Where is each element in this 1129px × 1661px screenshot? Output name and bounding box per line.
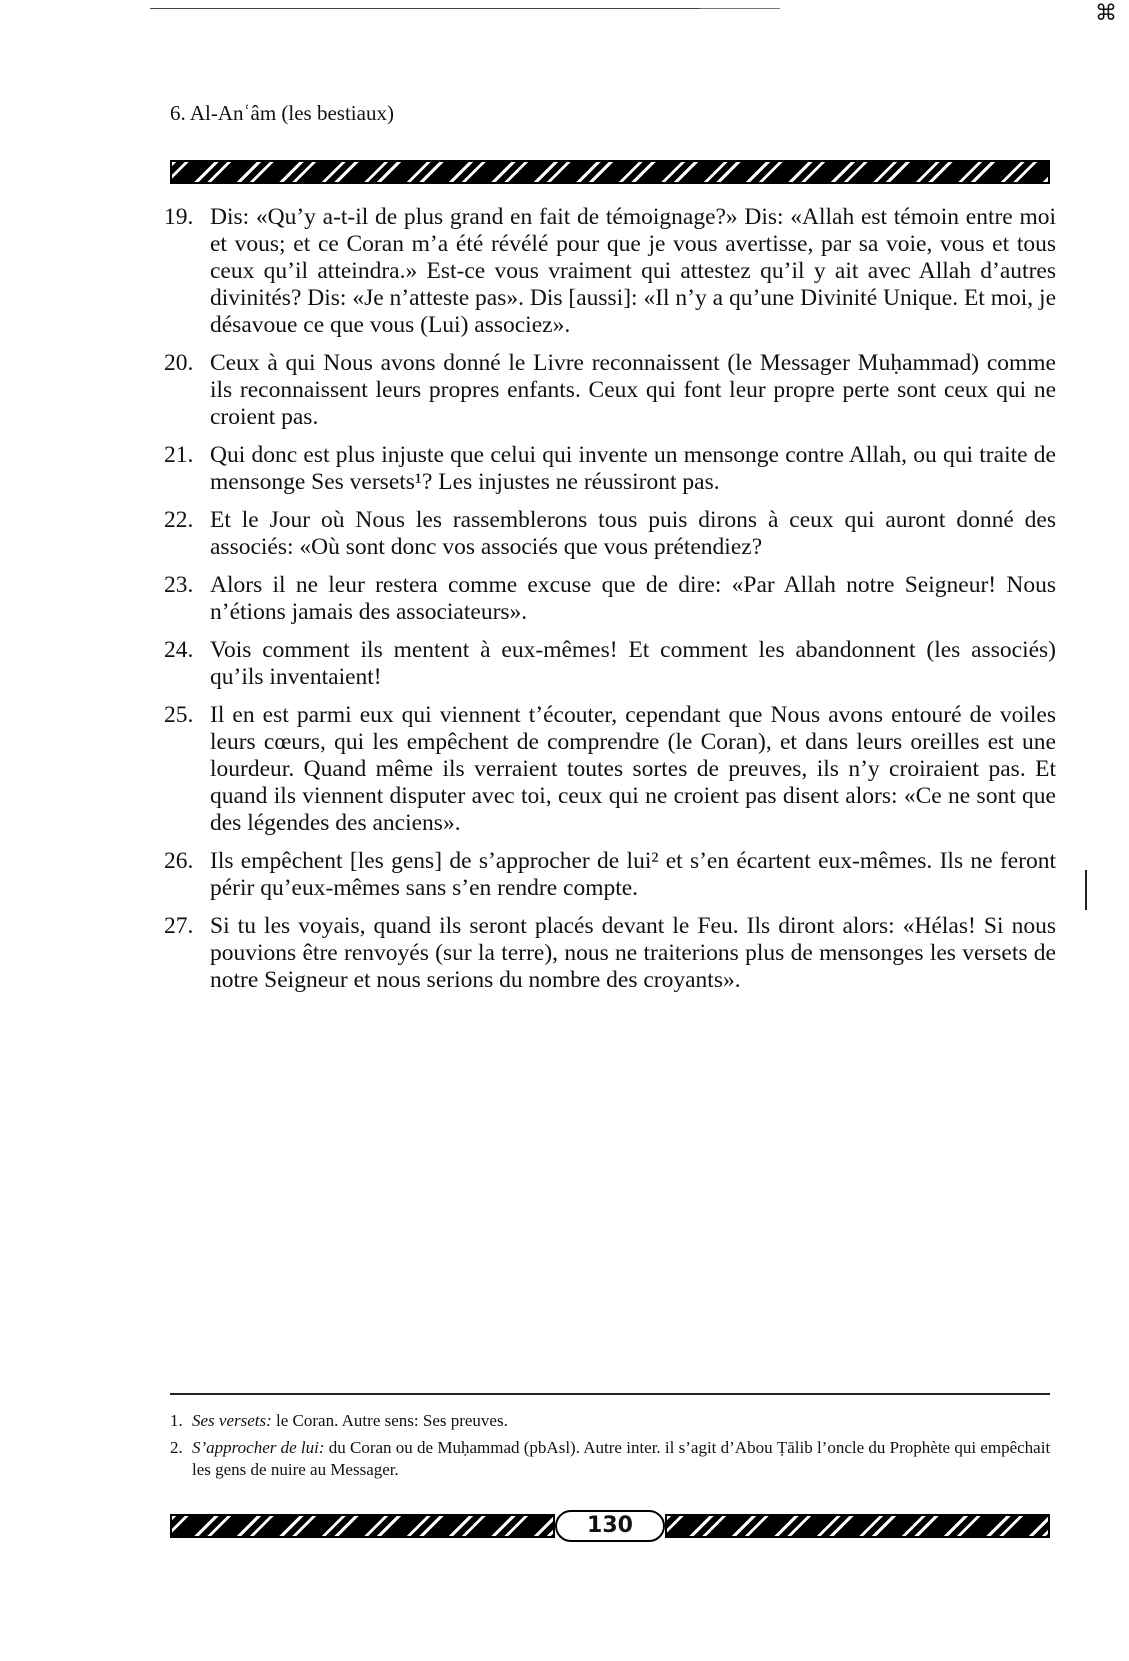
verse-text: Ils empêchent [les gens] de s’approcher de lui² et s’en écartent eux-mêmes. Ils ne feront périr qu’eux-mêmes sans s’en rendre compte. — [210, 848, 1056, 901]
footer-ornament-left — [170, 1514, 555, 1538]
footnote-number: 1. — [170, 1411, 183, 1430]
verse-item — [164, 507, 1056, 561]
margin-mark — [1085, 870, 1090, 910]
verse-number: 21. — [164, 442, 194, 468]
verse-text: Alors il ne leur restera comme excuse que de dire: «Par Allah notre Seigneur! Nous n’étions jamais des associateurs». — [210, 572, 1056, 625]
corner-mark-icon: ⌘ — [1095, 0, 1117, 25]
footnote-list — [170, 1410, 1054, 1486]
chapter-header: 6. Al-Anʿâm (les bestiaux) — [170, 101, 394, 125]
verse-number: 24. — [164, 637, 194, 663]
verse-item — [164, 204, 1056, 339]
footnote-divider — [170, 1393, 1050, 1395]
verse-number: 22. — [164, 507, 194, 533]
verse-item — [164, 442, 1056, 496]
verse-item — [164, 637, 1056, 691]
verse-text: Qui donc est plus injuste que celui qui invente un mensonge contre Allah, ou qui traite de mensonge Ses versets¹? Les injustes ne réussiront pas. — [210, 442, 1056, 495]
verse-number: 23. — [164, 572, 194, 598]
footer-ornament — [170, 1510, 1050, 1542]
footnote-item — [170, 1410, 1054, 1432]
verse-item — [164, 913, 1056, 994]
footnote-number: 2. — [170, 1438, 183, 1457]
verse-text: Il en est parmi eux qui viennent t’écouter, cependant que Nous avons entouré de voiles leurs cœurs, qui les empêchent de comprendre (le Coran), et dans leurs oreilles est une lourdeur. Quand même ils verraient toutes sortes de preuves, ils n’y croiraient pas. Et quand ils viennent disputer avec toi, ceux qui ne croient pas disent alors: «Ce ne sont que des légendes des anciens». — [210, 702, 1056, 836]
verse-number: 19. — [164, 204, 194, 230]
header-ornament-band — [170, 160, 1050, 184]
verse-item — [164, 572, 1056, 626]
verse-list — [164, 204, 1056, 1005]
verse-item — [164, 350, 1056, 431]
verse-number: 26. — [164, 848, 194, 874]
footnote-body — [192, 1410, 1054, 1432]
verse-number: 25. — [164, 702, 194, 728]
page-number: 130 — [555, 1510, 665, 1542]
verse-text: Ceux à qui Nous avons donné le Livre reconnaissent (le Messager Muḥammad) comme ils reconnaissent leurs propres enfants. Ceux qui font leur propre perte sont ceux qui ne croient pas. — [210, 350, 1056, 430]
verse-item — [164, 848, 1056, 902]
verse-number: 27. — [164, 913, 194, 939]
top-rule — [150, 8, 710, 9]
verse-text: Et le Jour où Nous les rassemblerons tous puis dirons à ceux qui auront donné des associés: «Où sont donc vos associés que vous prétendiez? — [210, 507, 1056, 560]
verse-text: Si tu les voyais, quand ils seront placés devant le Feu. Ils diront alors: «Hélas! Si nous pouvions être renvoyés (sur la terre), nous ne traiterions plus de mensonges les versets de notre Seigneur et nous serions du nombre des croyants». — [210, 913, 1056, 993]
top-rule-short — [700, 8, 780, 9]
footnote-body — [192, 1437, 1054, 1481]
footnote-term: S’approcher de lui: — [192, 1438, 325, 1457]
verse-text: Vois comment ils mentent à eux-mêmes! Et comment les abandonnent (les associés) qu’ils inventaient! — [210, 637, 1056, 690]
footnote-item — [170, 1437, 1054, 1481]
footnote-text: le Coran. Autre sens: Ses preuves. — [276, 1411, 508, 1430]
verse-item — [164, 702, 1056, 837]
footer-ornament-right — [665, 1514, 1050, 1538]
footnote-text: du Coran ou de Muḥammad (pbAsl). Autre inter. il s’agit d’Abou Ṭālib l’oncle du Prophète qui empêchait les gens de nuire au Messager. — [192, 1438, 1051, 1479]
verse-text: Dis: «Qu’y a-t-il de plus grand en fait de témoignage?» Dis: «Allah est témoin entre moi et vous; et ce Coran m’a été révélé pour que je vous avertisse, par sa voie, vous et tous ceux qu’il atteindra.» Est-ce vous vraiment qui attestez qu’il y ait avec Allah d’autres divinités? Dis: «Je n’atteste pas». Dis [aussi]: «Il n’y a qu’une Divinité Unique. Et moi, je désavoue ce que vous (Lui) associez». — [210, 204, 1056, 338]
verse-number: 20. — [164, 350, 194, 376]
footnote-term: Ses versets: — [192, 1411, 272, 1430]
